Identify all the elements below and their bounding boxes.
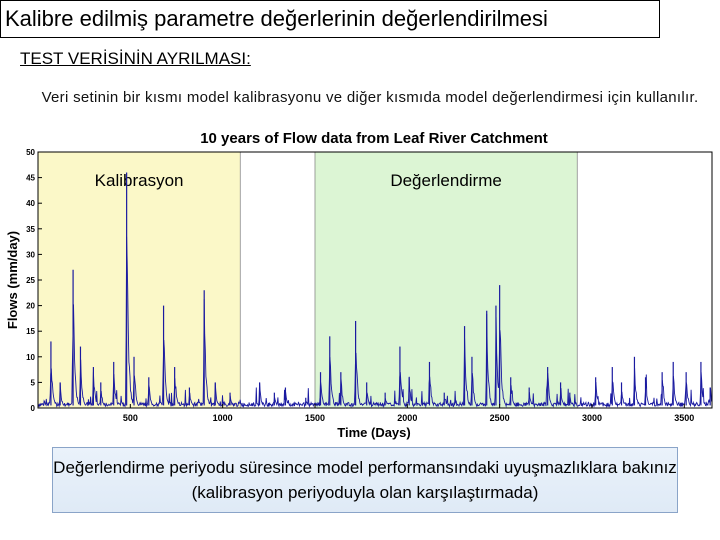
y-tick-label: 50	[26, 148, 35, 157]
y-tick-label: 25	[26, 276, 35, 285]
y-tick-label: 20	[26, 301, 35, 311]
x-axis-label: Time (Days)	[337, 425, 411, 440]
x-tick-label: 500	[122, 413, 138, 423]
y-tick-label: 45	[26, 173, 35, 183]
region-label-2: Değerlendirme	[390, 171, 502, 190]
section-heading: TEST VERİSİNİN AYRILMASI:	[20, 49, 251, 68]
flow-chart	[0, 124, 720, 444]
y-axis-label: Flows (mm/day)	[5, 230, 20, 330]
footnote-box	[52, 447, 678, 513]
y-tick-label: 40	[26, 199, 35, 209]
y-tick-label: 15	[26, 327, 35, 337]
x-tick-label: 2500	[489, 413, 510, 423]
y-tick-label: 10	[26, 352, 35, 362]
y-tick-label: 5	[30, 378, 35, 388]
y-tick-label: 35	[26, 224, 35, 234]
x-tick-label: 2000	[397, 413, 418, 423]
region-label-1: Kalibrasyon	[94, 171, 184, 190]
flow-chart-svg	[0, 124, 720, 444]
y-tick-label: 30	[26, 250, 35, 260]
footnote-text: Değerlendirme periyodu süresince model performansındaki uyuşmazlıklara bakınız (kalibrasyon periyoduyla olan karşılaştırmada)	[53, 458, 677, 502]
y-tick-label: 0	[30, 404, 35, 413]
chart-title: 10 years of Flow data from Leaf River Catchment	[200, 130, 548, 147]
x-tick-label: 3000	[581, 413, 602, 423]
region-2	[315, 152, 577, 408]
region-1	[38, 152, 240, 408]
x-tick-label: 1000	[212, 413, 233, 423]
x-tick-label: 3500	[674, 413, 695, 423]
slide-title: Kalibre edilmiş parametre değerlerinin değerlendirilmesi	[5, 6, 548, 31]
title-box	[0, 0, 660, 38]
x-tick-label: 1500	[304, 413, 326, 423]
slide-description: Veri setinin bir kısmı model kalibrasyonu ve diğer kısmıda model değerlendirmesi için kullanılır.	[41, 89, 699, 106]
